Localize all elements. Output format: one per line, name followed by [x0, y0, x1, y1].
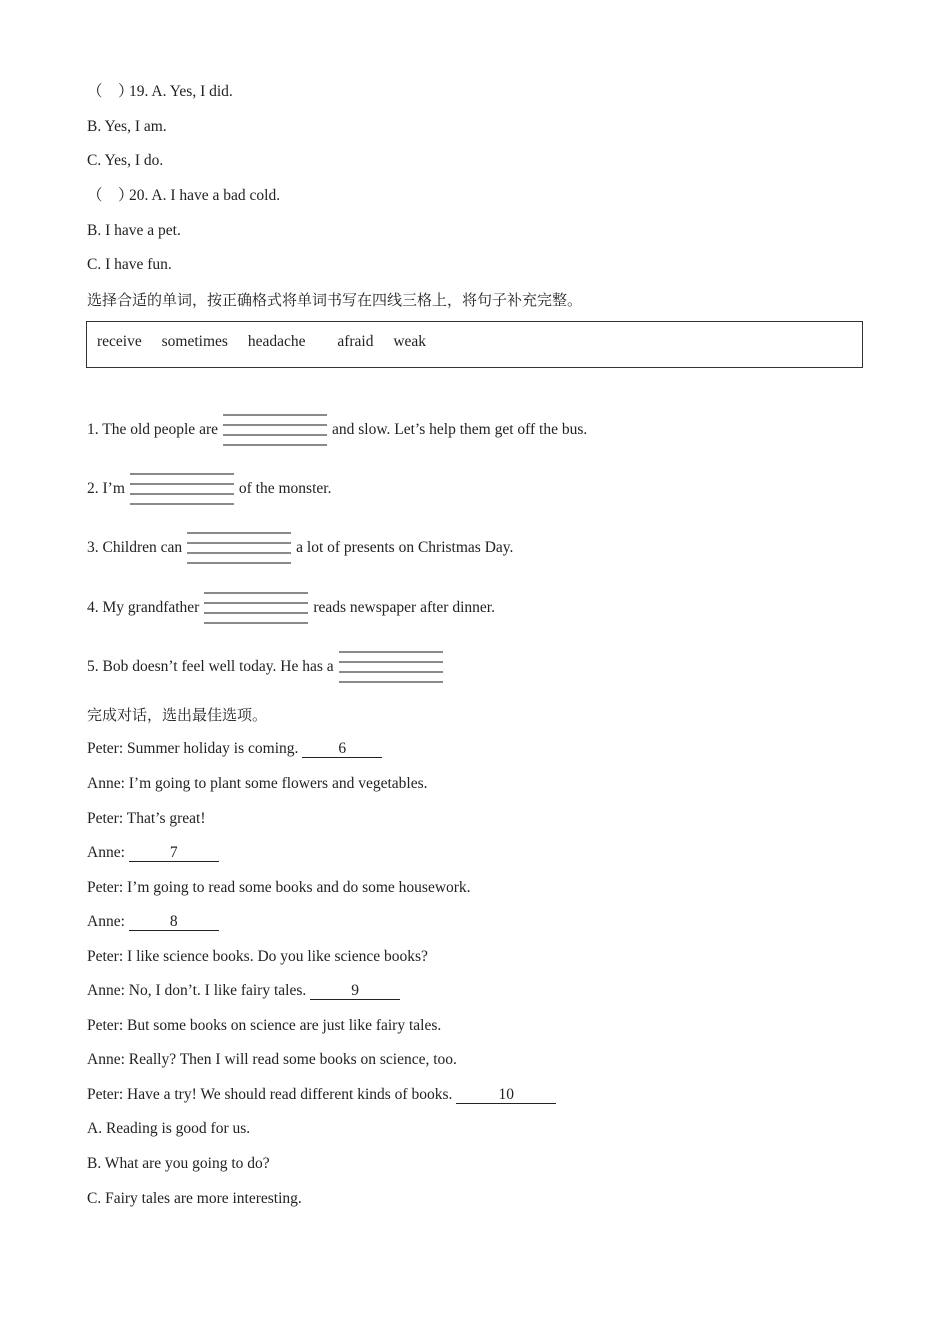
section2-instruction: 选择合适的单词，按正确格式将单词书写在四线三格上，将句子补充完整。 [87, 291, 583, 309]
option-a: A. Reading is good for us. [87, 1120, 251, 1137]
answer-paren[interactable]: （ ） [87, 83, 134, 100]
answer-blank[interactable]: 8 [129, 913, 219, 931]
dialogue-line: Anne: 8 [87, 912, 219, 932]
four-line-grid[interactable] [186, 531, 292, 565]
q20-option-a: 20. A. I have a bad cold. [129, 187, 281, 204]
dialogue-line: Anne: No, I don’t. I like fairy tales. 9 [87, 981, 400, 1001]
answer-blank[interactable]: 9 [310, 982, 400, 1000]
dialogue-line: Peter: But some books on science are just like fairy tales. [87, 1017, 442, 1034]
word-bank-item: receive [97, 333, 142, 350]
dialogue-line: Anne: I’m going to plant some flowers and vegetables. [87, 775, 428, 792]
word-bank-item: afraid [337, 333, 374, 350]
section3-instruction: 完成对话，选出最佳选项。 [87, 706, 268, 724]
fill-sentence-5: 5. Bob doesn’t feel well today. He has a [87, 647, 448, 687]
option-b: B. What are you going to do? [87, 1155, 270, 1172]
fill-sentence-1: 1. The old people are and slow. Let’s help them get off the bus. [87, 410, 587, 450]
option-c: C. Fairy tales are more interesting. [87, 1190, 302, 1207]
dialogue-line: Peter: I’m going to read some books and do some housework. [87, 879, 471, 896]
fill-sentence-3: 3. Children can a lot of presents on Christmas Day. [87, 528, 513, 568]
dialogue-line: Peter: Summer holiday is coming. 6 [87, 739, 382, 759]
fill-sentence-2: 2. I’m of the monster. [87, 469, 331, 509]
answer-blank[interactable]: 7 [129, 844, 219, 862]
four-line-grid[interactable] [203, 591, 309, 625]
dialogue-line: Peter: Have a try! We should read different kinds of books. 10 [87, 1085, 556, 1105]
q20-option-c: C. I have fun. [87, 256, 172, 273]
q19-option-a: 19. A. Yes, I did. [129, 83, 233, 100]
word-bank-item: weak [393, 333, 427, 350]
q19-stem [87, 82, 233, 102]
word-bank-item: sometimes [161, 333, 228, 350]
four-line-grid[interactable] [338, 650, 444, 684]
q19-option-c: C. Yes, I do. [87, 152, 164, 169]
answer-blank[interactable]: 10 [456, 1086, 556, 1104]
four-line-grid[interactable] [222, 413, 328, 447]
q19-option-b: B. Yes, I am. [87, 118, 167, 135]
dialogue-line: Anne: 7 [87, 843, 219, 863]
word-bank-item: headache [247, 333, 306, 350]
dialogue-line: Peter: That’s great! [87, 810, 206, 827]
answer-paren[interactable]: （ ） [87, 187, 134, 204]
dialogue-line: Anne: Really? Then I will read some books on science, too. [87, 1051, 457, 1068]
fill-sentence-4: 4. My grandfather reads newspaper after dinner. [87, 588, 495, 628]
dialogue-line: Peter: I like science books. Do you like science books? [87, 948, 428, 965]
answer-blank[interactable]: 6 [302, 740, 382, 758]
four-line-grid[interactable] [129, 472, 235, 506]
word-bank [86, 321, 863, 368]
q20-option-b: B. I have a pet. [87, 222, 181, 239]
q20-stem [87, 186, 280, 206]
